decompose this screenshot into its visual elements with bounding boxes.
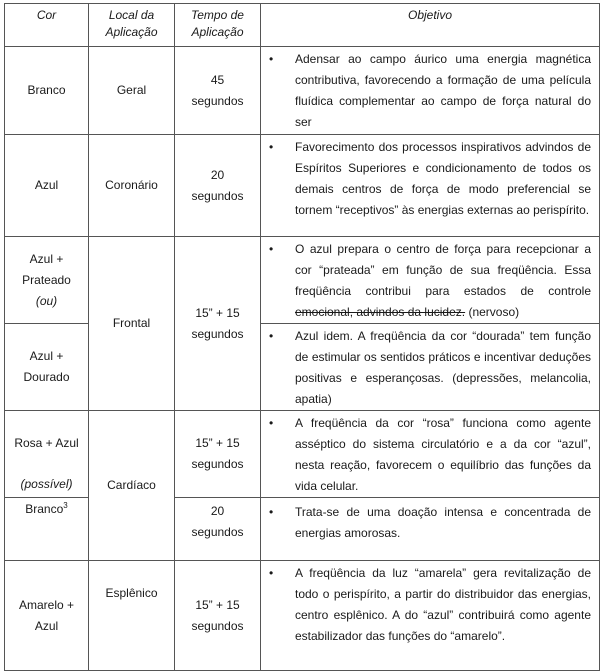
cor-cell	[5, 411, 89, 498]
objetivo-cell	[261, 498, 600, 561]
row-branco	[5, 47, 600, 135]
objetivo-text: • Favorecimento dos processos inspirativos advindos de Espíritos Superiores e condicionamento de todos os demais centros de força de modo preferencial se tornem “receptivos” às energias externas ao perispírito.	[281, 137, 591, 221]
header-row	[5, 4, 600, 47]
tempo-unit: segundos	[191, 188, 244, 203]
objetivo-cell	[261, 47, 600, 135]
tempo-unit: segundos	[191, 618, 244, 633]
local-cell: Geral	[89, 47, 175, 135]
tempo-value: 15” + 15	[195, 436, 240, 450]
objetivo-cell	[261, 237, 600, 324]
cor-line: Dourado	[23, 370, 70, 384]
objetivo-text: • A freqüência da luz “amarela” gera revitalização de todo o perispírito, a partir do distribuidor das energias, centro esplênico. A do “azul” contribuirá como agente estabilizador das funções do “amarelo”.	[281, 563, 591, 647]
objetivo-text: • Trata-se de uma doação intensa e concentrada de energias amorosas.	[281, 502, 591, 544]
row-cardiaco-rosa	[5, 411, 600, 498]
objetivo-cell	[261, 135, 600, 237]
tempo-value: 15” + 15	[195, 305, 240, 320]
header-objetivo: Objetivo	[261, 4, 600, 47]
possivel-label: (possível)	[20, 477, 73, 491]
local-cell: Coronário	[89, 135, 175, 237]
local-cell: Esplênico	[89, 561, 175, 671]
cor-cell	[5, 498, 89, 561]
tempo-unit: segundos	[191, 457, 244, 471]
tempo-unit: segundos	[191, 326, 244, 341]
cor-line: Azul	[34, 618, 59, 633]
cor-line: Rosa + Azul	[14, 436, 79, 450]
color-application-table	[4, 3, 600, 671]
tempo-unit: segundos	[191, 93, 244, 108]
objetivo-text: • Azul idem. A freqüência da cor “dourada” tem função de estimular os sentidos práticos e incentivar deduções positivas e esperançosas. (depressões, melancolia, apatia)	[281, 326, 591, 410]
cor-line: Amarelo +	[18, 597, 75, 612]
objetivo-text: • Adensar ao campo áurico uma energia magnética contributiva, favorecendo a formação de uma película fluídica complementar ao campo de força natural do ser	[281, 49, 591, 133]
objetivo-cell	[261, 561, 600, 671]
cor-line: Prateado	[22, 272, 71, 287]
tempo-value: 45	[210, 72, 225, 87]
header-tempo: Tempo de Aplicação	[175, 4, 261, 47]
objetivo-text: • O azul prepara o centro de força para recepcionar a cor “prateada” em função de sua freqüência. Essa freqüência contribui para estados de controle emocional, advindos da lucidez. (nervoso)	[281, 239, 591, 323]
header-cor: Cor	[5, 4, 89, 47]
row-esplenico	[5, 561, 600, 671]
cor-cell	[5, 324, 89, 411]
cor-line: Azul +	[29, 349, 64, 363]
row-azul	[5, 135, 600, 237]
tempo-cell	[175, 237, 261, 411]
header-local: Local da Aplicação	[89, 4, 175, 47]
tempo-cell	[175, 135, 261, 237]
tempo-value: 20	[210, 504, 225, 518]
ou-label: (ou)	[35, 293, 58, 308]
objetivo-text: • A freqüência da cor “rosa” funciona como agente asséptico do sistema circulatório e a da cor “azul”, nesta reação, favorecem o equilíbrio das funções da vida celular.	[281, 413, 591, 497]
struck-text: emocional, advindos da lucidez.	[295, 305, 466, 319]
tempo-value: 15” + 15	[195, 597, 240, 612]
objetivo-cell	[261, 411, 600, 498]
row-frontal-prateado	[5, 237, 600, 324]
cor-line: Azul +	[29, 251, 64, 266]
cor-cell: Branco	[5, 47, 89, 135]
tempo-cell	[175, 498, 261, 561]
cor-line: Branco	[25, 502, 64, 516]
tempo-cell	[175, 47, 261, 135]
tempo-cell	[175, 411, 261, 498]
objetivo-cell	[261, 324, 600, 411]
tempo-cell	[175, 561, 261, 671]
local-cell: Cardíaco	[89, 411, 175, 561]
cor-cell: Azul	[5, 135, 89, 237]
tempo-value: 20	[210, 167, 225, 182]
cor-cell	[5, 561, 89, 671]
footnote-mark: 3	[63, 501, 68, 510]
tempo-unit: segundos	[191, 525, 244, 539]
local-cell: Frontal	[89, 237, 175, 411]
cor-cell	[5, 237, 89, 324]
